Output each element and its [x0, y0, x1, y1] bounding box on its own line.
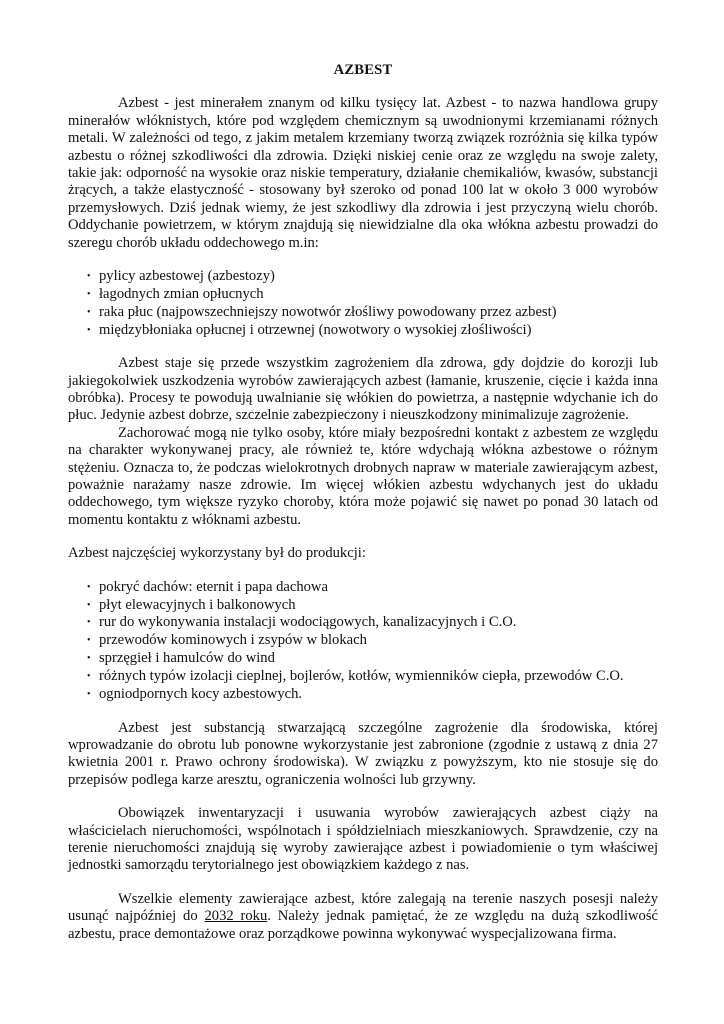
list-item: • sprzęgieł i hamulców do wind	[68, 650, 658, 667]
exposure-paragraph: Zachorować mogą nie tylko osoby, które miały bezpośredni kontakt z azbestem ze względu na charakter wykonywanej pracy, ale również te, które wdychają włókna azbestowe o różnym stężeniu. Oznacza to, że podczas wielokrotnych drobnych napraw w materiale zawierającym azbest, poważnie narażamy nasze zdrowie. Im więcej włókien azbestu wdychanych jest do układu oddechowego, tym większe ryzyko choroby, która może pojawić się nawet po ponad 30 latach od momentu kontaktu z włóknami azbestu.	[68, 424, 658, 528]
diseases-list	[68, 268, 658, 339]
final-text-before: Wszelkie elementy zawierające azbest, które zalegają na terenie naszych posesji należy usunąć najpóźniej do	[68, 890, 658, 925]
list-item: • płyt elewacyjnych i balkonowych	[68, 597, 658, 614]
list-item: • rur do wykonywania instalacji wodociągowych, kanalizacyjnych i C.O.	[68, 614, 658, 631]
list-item: • pokryć dachów: eternit i papa dachowa	[68, 579, 658, 596]
list-item: • międzybłoniaka opłucnej i otrzewnej (nowotwory o wysokiej złośliwości)	[68, 322, 658, 339]
final-text-after: . Należy jednak pamiętać, że ze względu na dużą szkodliwość azbestu, prace demontażowe oraz porządkowe powinna wykonywać wyspecjalizowana firma.	[68, 908, 658, 942]
final-paragraph	[68, 891, 658, 943]
document-title: AZBEST	[333, 62, 393, 78]
list-item: • pylicy azbestowej (azbestozy)	[68, 268, 658, 285]
law-paragraph: Azbest jest substancją stwarzającą szczególne zagrożenie dla środowiska, której wprowadzanie do obrotu lub ponowne wykorzystanie jest zabronione (zgodnie z ustawą z dnia 27 kwietnia 2001 r. Prawo ochrony środowiska). W związku z powyższym, kto nie stosuje się do przepisów podlega karze aresztu, ograniczenia wolności lub grzywny.	[68, 719, 658, 788]
list-item: • ogniodpornych kocy azbestowych.	[68, 686, 658, 703]
list-item: • różnych typów izolacji cieplnej, bojlerów, kotłów, wymienników ciepła, przewodów C.O.	[68, 668, 658, 685]
deadline-year: 2032 roku	[204, 908, 268, 925]
products-intro: Azbest najczęściej wykorzystany był do produkcji:	[68, 545, 366, 562]
products-list	[68, 579, 658, 704]
list-item: • przewodów kominowych i zsypów w blokach	[68, 632, 658, 649]
list-item: • łagodnych zmian opłucnych	[68, 286, 658, 303]
list-item: • raka płuc (najpowszechniejszy nowotwór złośliwy powodowany przez azbest)	[68, 304, 658, 321]
intro-paragraph: Azbest - jest minerałem znanym od kilku tysięcy lat. Azbest - to nazwa handlowa grupy minerałów włóknistych, które pod względem chemicznym są uwodnionymi krzemianami różnych metali. W zależności od tego, z jakim metalem krzemiany tworzą związek rozróżnia się kilka typów azbestu o różnej szkodliwości dla zdrowia. Dzięki niskiej cenie oraz ze względu na swoje zalety, takie jak: odporność na wysokie oraz niskie temperatury, działanie chemikaliów, kwasów, substancji żrących, a także elastyczność - stosowany był szeroko od ponad 100 lat w około 3 000 wyrobów przemysłowych. Dziś jednak wiemy, że jest szkodliwy dla zdrowia i jest przyczyną wielu chorób. Oddychanie powietrzem, w którym znajdują się niewidzialne dla oka włókna azbestu prowadzi do szeregu chorób układu oddechowego m.in:	[68, 95, 658, 251]
threat-paragraph: Azbest staje się przede wszystkim zagrożeniem dla zdrowa, gdy dojdzie do korozji lub jakiegokolwiek uszkodzenia wyrobów zawierających azbest (łamanie, kruszenie, cięcie i każda inna obróbka). Procesy te powodują uwalnianie się włókien do powietrza, a następnie wdychanie ich do płuc. Jedynie azbest dobrze, szczelnie zabezpieczony i nieuszkodzony minimalizuje zagrożenie.	[68, 355, 658, 424]
duty-paragraph: Obowiązek inwentaryzacji i usuwania wyrobów zawierających azbest ciąży na właścicielach nieruchomości, wspólnotach i spółdzielniach mieszkaniowych. Sprawdzenie, czy na terenie nieruchomości znajdują się wyroby zawierające azbest i powiadomienie o tym właściwej jednostki samorządu terytorialnego jest obowiązkiem każdego z nas.	[68, 805, 658, 874]
